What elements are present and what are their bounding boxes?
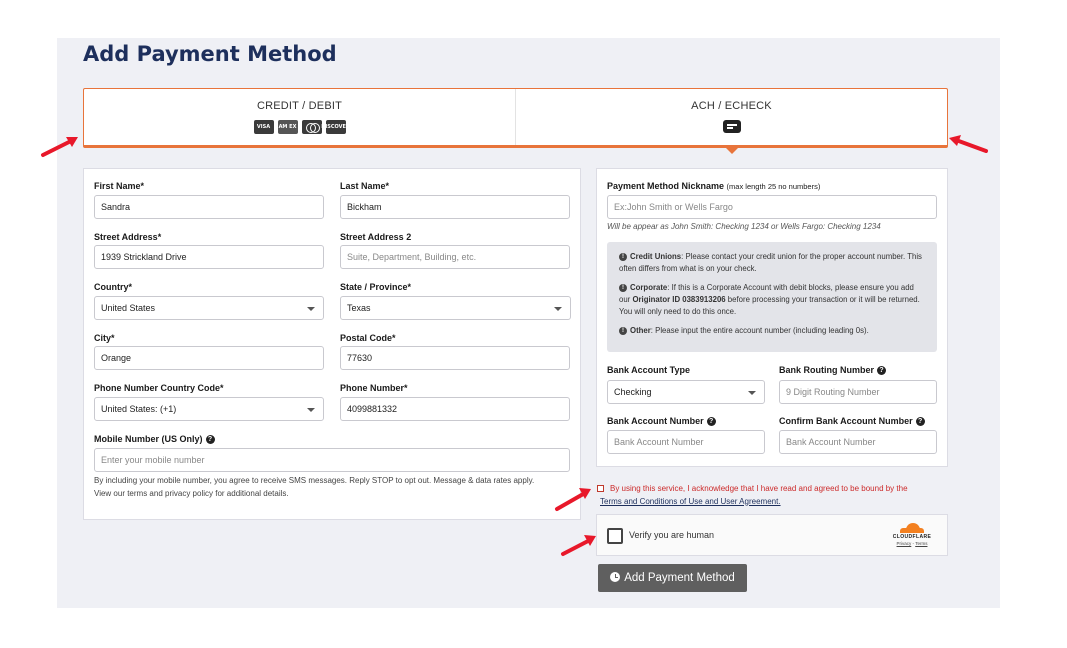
- state-select[interactable]: Texas: [340, 296, 571, 320]
- tab-credit-debit-label: CREDIT / DEBIT: [256, 100, 343, 112]
- nickname-label: [607, 181, 820, 191]
- terms-agreement-text: [600, 483, 940, 508]
- phone-number-label: Phone Number*: [340, 383, 408, 393]
- routing-number-input[interactable]: 9 Digit Routing Number: [779, 380, 937, 404]
- terms-link[interactable]: Terms and Conditions of Use and User Agreement.: [600, 496, 781, 506]
- annotation-arrow-icon: [40, 134, 82, 160]
- sms-disclaimer-line-1: By including your mobile number, you agree to receive SMS messages. Reply STOP to opt out. Message & data rates apply.: [94, 476, 535, 485]
- street-address-label: Street Address*: [94, 232, 162, 242]
- nickname-input[interactable]: Ex:John Smith or Wells Fargo: [607, 195, 937, 219]
- mastercard-icon: [302, 120, 322, 134]
- account-number-input[interactable]: Bank Account Number: [607, 430, 765, 454]
- annotation-arrow-icon: [553, 485, 595, 513]
- corporate-text-2: before processing your transaction or it will be returned. You will only need to do this once.: [619, 295, 920, 316]
- captcha-label: Verify you are human: [629, 530, 715, 540]
- phone-country-code-select[interactable]: United States: (+1): [94, 397, 324, 421]
- nickname-hint: (max length 25 no numbers): [726, 182, 821, 191]
- page-title: Add Payment Method: [83, 42, 337, 66]
- country-select[interactable]: United States: [94, 296, 324, 320]
- state-label: State / Province*: [340, 282, 412, 292]
- add-payment-method-button-label: Add Payment Method: [624, 572, 735, 584]
- info-icon: !: [619, 284, 627, 292]
- street-address-input[interactable]: 1939 Strickland Drive: [94, 245, 324, 269]
- corporate-title: Corporate: [630, 283, 668, 292]
- mobile-number-input[interactable]: Enter your mobile number: [94, 448, 570, 472]
- other-text: : Please input the entire account number (including leading 0s).: [650, 326, 869, 335]
- captcha-checkbox[interactable]: [607, 528, 623, 544]
- routing-number-label-text: Bank Routing Number: [779, 365, 875, 375]
- account-number-label: [607, 416, 716, 426]
- echeck-icon: [723, 120, 741, 133]
- corporate-text-1: : If this is a Corporate Account with debit blocks, please ensure you add our: [619, 283, 914, 304]
- bank-info-notice: [607, 242, 937, 352]
- corporate-note: [619, 282, 925, 318]
- cloudflare-brand: CLOUDFLARE: [892, 534, 932, 540]
- originator-id: Originator ID 0383913206: [632, 295, 726, 304]
- payment-type-tabs: [83, 88, 948, 148]
- add-payment-method-button[interactable]: [598, 564, 747, 592]
- visa-icon: VISA: [254, 120, 274, 134]
- street-address-2-label: Street Address 2: [340, 232, 412, 242]
- bank-account-type-label: Bank Account Type: [607, 365, 691, 375]
- info-icon: !: [619, 253, 627, 261]
- nickname-note: Will be appear as John Smith: Checking 1234 or Wells Fargo: Checking 1234: [607, 222, 881, 231]
- annotation-arrow-icon: [560, 532, 600, 558]
- city-input[interactable]: Orange: [94, 346, 324, 370]
- mobile-number-label: [94, 434, 215, 444]
- captcha-links: [887, 541, 937, 546]
- city-label: City*: [94, 333, 115, 343]
- tab-ach-echeck-label: ACH / ECHECK: [691, 100, 772, 112]
- captcha-privacy-link[interactable]: Privacy: [896, 541, 912, 546]
- captcha-terms-link[interactable]: Terms: [915, 541, 928, 546]
- routing-number-label: [779, 365, 886, 375]
- account-number-label-text: Bank Account Number: [607, 416, 704, 426]
- confirm-account-number-input[interactable]: Bank Account Number: [779, 430, 937, 454]
- tab-ach-echeck[interactable]: [515, 89, 947, 145]
- other-note: [619, 325, 925, 337]
- phone-country-code-label: Phone Number Country Code*: [94, 383, 224, 393]
- clock-icon: [610, 572, 620, 582]
- phone-number-input[interactable]: 4099881332: [340, 397, 570, 421]
- other-title: Other: [630, 326, 651, 335]
- postal-code-label: Postal Code*: [340, 333, 396, 343]
- nickname-label-text: Payment Method Nickname: [607, 181, 725, 191]
- last-name-label: Last Name*: [340, 181, 390, 191]
- credit-unions-note: [619, 251, 925, 275]
- sms-disclaimer: [94, 475, 574, 500]
- cloudflare-logo: [887, 523, 937, 546]
- credit-unions-title: Credit Unions: [630, 252, 682, 261]
- first-name-input[interactable]: Sandra: [94, 195, 324, 219]
- info-icon: !: [619, 327, 627, 335]
- help-icon[interactable]: ?: [206, 435, 215, 444]
- amex-icon: AM EX: [278, 120, 298, 134]
- first-name-label: First Name*: [94, 181, 145, 191]
- bank-account-form: [596, 168, 948, 467]
- help-icon[interactable]: ?: [916, 417, 925, 426]
- captcha-link-separator: -: [911, 541, 916, 546]
- discover-icon: DISCOVER: [326, 120, 346, 134]
- help-icon[interactable]: ?: [877, 366, 886, 375]
- credit-unions-text: : Please contact your credit union for the proper account number. This often differs from what is on your check.: [619, 252, 922, 273]
- confirm-account-number-label-text: Confirm Bank Account Number: [779, 416, 913, 426]
- billing-info-form: [83, 168, 581, 520]
- terms-agreement-statement: By using this service, I acknowledge that I have read and agreed to be bound by the: [610, 484, 908, 493]
- card-icons: [84, 120, 515, 134]
- sms-disclaimer-line-2: View our terms and privacy policy for additional details.: [94, 488, 289, 498]
- mobile-number-label-text: Mobile Number (US Only): [94, 434, 203, 444]
- last-name-input[interactable]: Bickham: [340, 195, 570, 219]
- annotation-arrow-icon: [946, 134, 990, 156]
- street-address-2-input[interactable]: Suite, Department, Building, etc.: [340, 245, 570, 269]
- bank-account-type-select[interactable]: Checking: [607, 380, 765, 404]
- help-icon[interactable]: ?: [707, 417, 716, 426]
- postal-code-input[interactable]: 77630: [340, 346, 570, 370]
- confirm-account-number-label: [779, 416, 925, 426]
- cloudflare-cloud-icon: [900, 523, 924, 533]
- country-label: Country*: [94, 282, 132, 292]
- active-tab-pointer: [726, 148, 738, 154]
- tab-credit-debit[interactable]: [84, 89, 515, 145]
- captcha-widget: [596, 514, 948, 556]
